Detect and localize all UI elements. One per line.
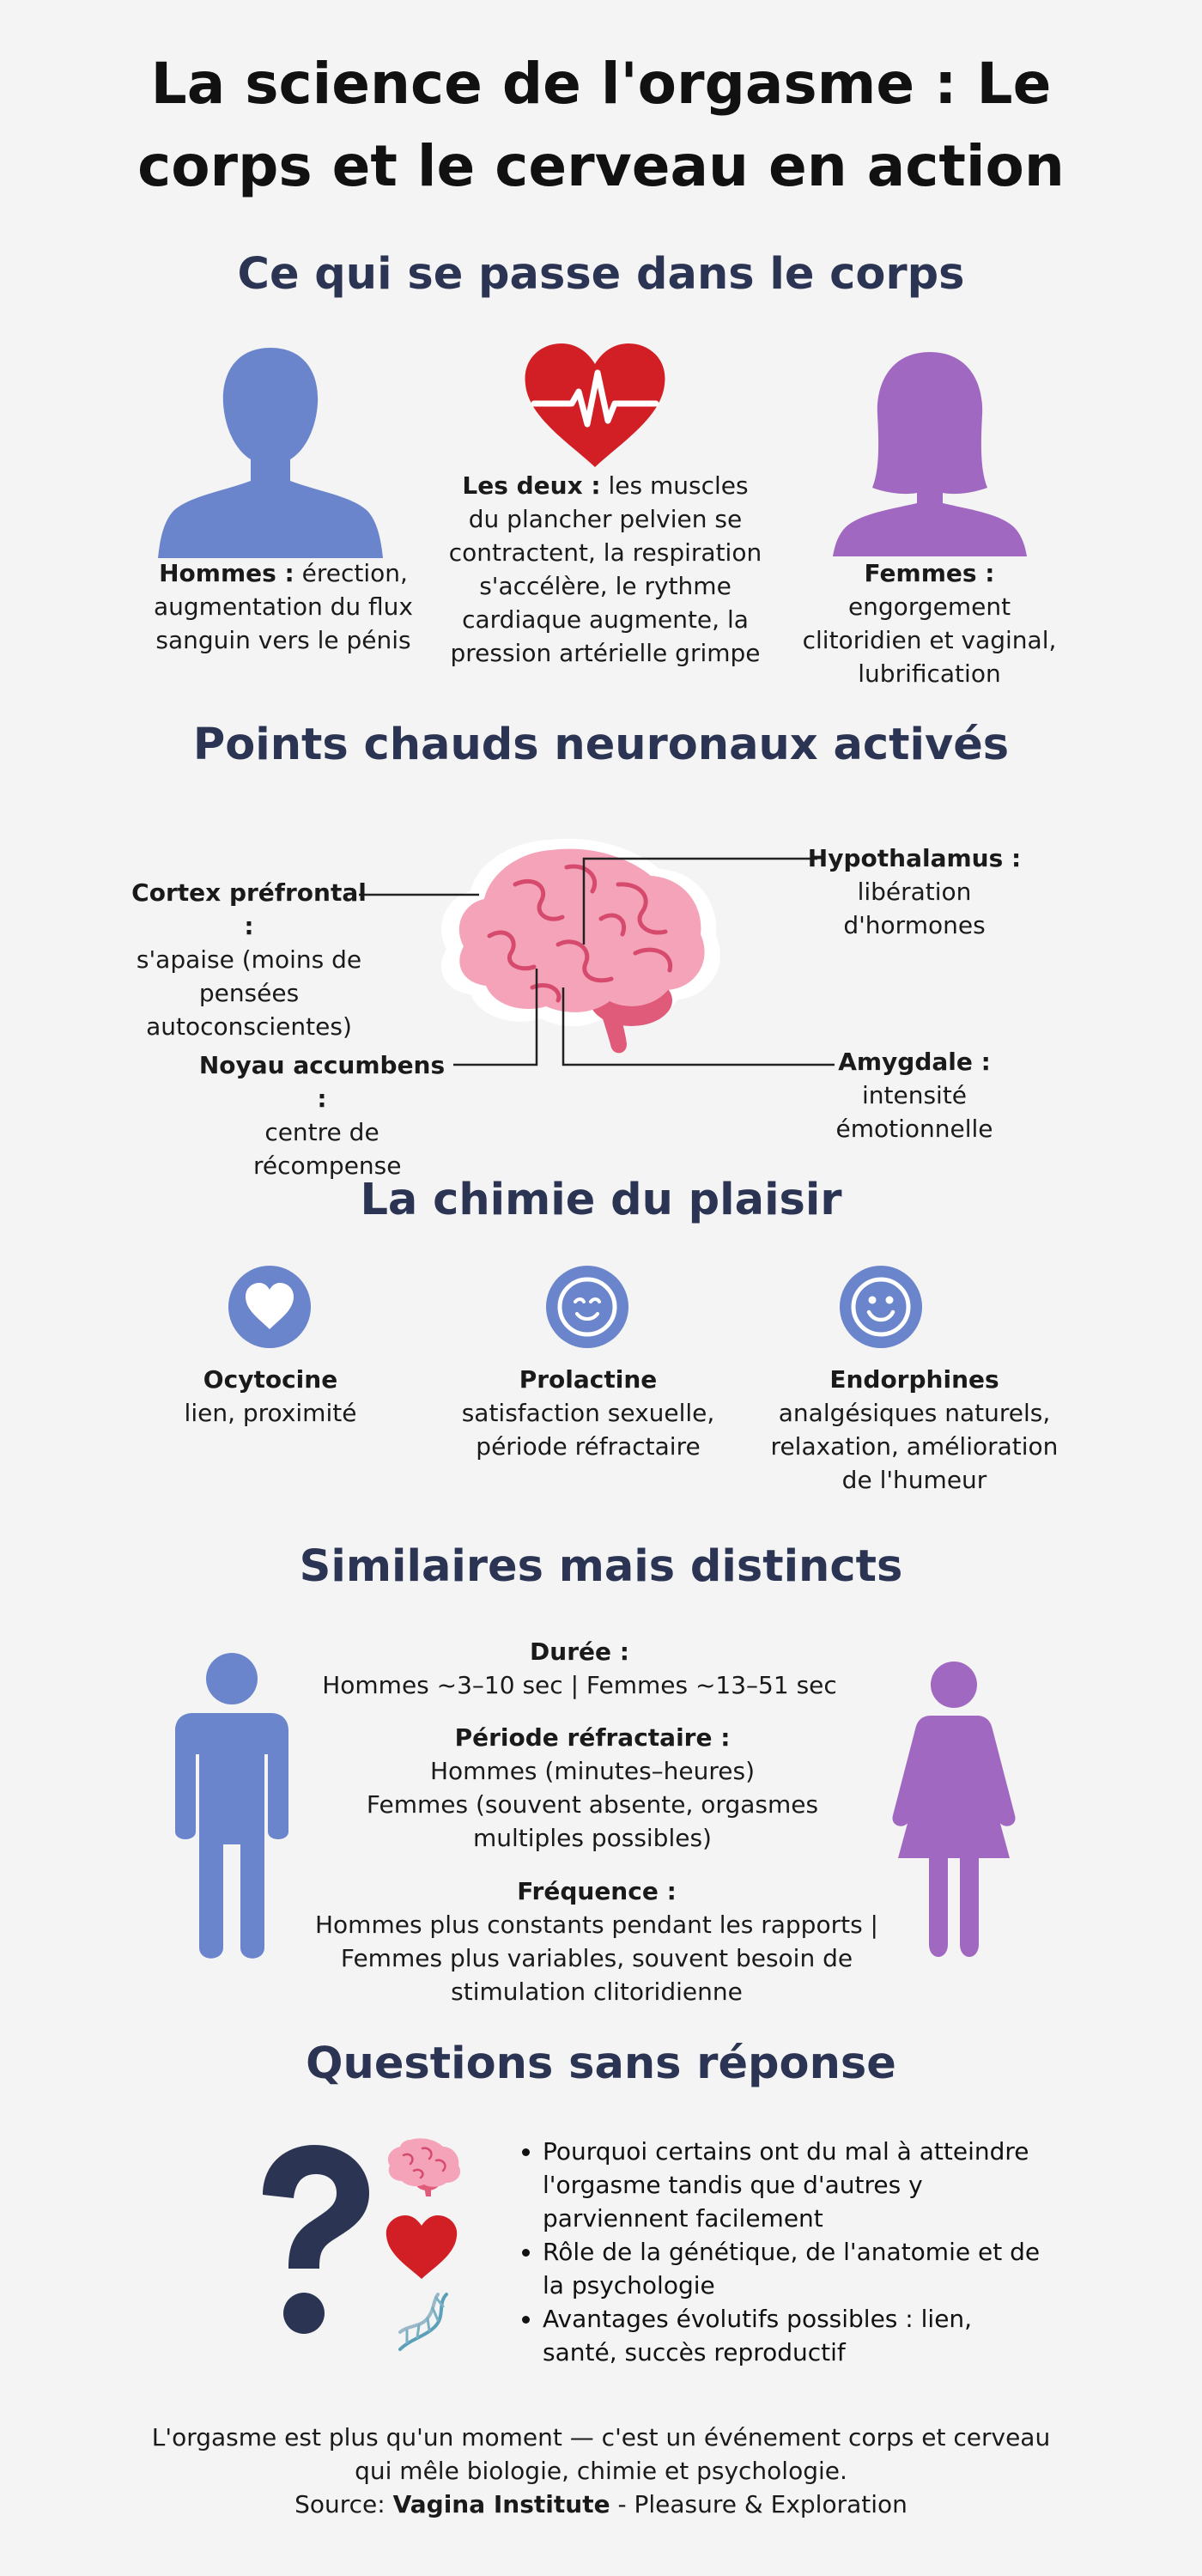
question-mark-icon <box>246 2142 374 2339</box>
prefrontal-label: Cortex préfrontal : <box>131 878 367 940</box>
refractory-men: Hommes (minutes–heures) <box>429 1757 756 1785</box>
frequency-text: Hommes plus constants pendant les rapports | Femmes plus variables, souvent besoin de stimulation clitoridienne <box>314 1911 878 2006</box>
mini-heart-icon <box>385 2214 458 2281</box>
men-text: érection, augmentation du flux sanguin vers le pénis <box>154 559 413 654</box>
list-item: • Rôle de la génétique, de l'anatomie et de la psychologie <box>543 2235 1044 2302</box>
source-suffix: - Pleasure & Exploration <box>617 2490 908 2518</box>
source-name: Vagina Institute <box>392 2490 610 2518</box>
oxytocin-text: lien, proximité <box>184 1399 357 1427</box>
duration-block <box>318 1635 841 1702</box>
accumbens-text: centre de récompense <box>253 1118 402 1180</box>
dna-icon <box>393 2291 453 2353</box>
women-body-description <box>794 556 1065 690</box>
amygdala-text: intensité émotionnelle <box>835 1081 993 1143</box>
prefrontal-cortex-label <box>129 876 369 1043</box>
section-title-chemistry: La chimie du plaisir <box>360 1175 842 1225</box>
section-title-compare: Similaires mais distincts <box>299 1541 903 1592</box>
hypothalamus-label <box>807 841 1022 942</box>
footer-source <box>146 2488 1056 2521</box>
hypothalamus-title: Hypothalamus : <box>807 844 1022 872</box>
prefrontal-text: s'apaise (moins de pensées autoconscientes) <box>136 945 362 1041</box>
refractory-label: Période réfractaire : <box>454 1723 731 1752</box>
heartbeat-heart-icon <box>522 342 668 469</box>
men-body-description <box>146 556 421 657</box>
women-label: Femmes : <box>864 559 995 587</box>
heart-icon <box>227 1264 313 1350</box>
questions-list <box>512 2135 1044 2369</box>
both-text: les muscles du plancher pelvien se contractent, la respiration s'accélère, le rythme cardiaque augmente, la pression artérielle grimpe <box>448 471 762 667</box>
female-figure-icon <box>889 1661 1018 1961</box>
amygdala-label <box>816 1045 1013 1145</box>
oxytocin-item <box>155 1363 386 1430</box>
men-label: Hommes : <box>159 559 294 587</box>
endorphins-text: analgésiques naturels, relaxation, amélioration de l'humeur <box>770 1399 1059 1494</box>
prolactin-item <box>451 1363 725 1463</box>
both-body-description <box>446 469 764 670</box>
frequency-label: Fréquence : <box>517 1877 677 1905</box>
endorphins-item <box>768 1363 1060 1497</box>
amygdala-title: Amygdale : <box>838 1048 991 1076</box>
oxytocin-name: Ocytocine <box>203 1365 338 1394</box>
content-face-icon <box>544 1264 630 1350</box>
refractory-women: Femmes (souvent absente, orgasmes multiples possibles) <box>366 1790 819 1852</box>
duration-text: Hommes ~3–10 sec | Femmes ~13–51 sec <box>322 1671 837 1699</box>
list-item: • Avantages évolutifs possibles : lien, santé, succès reproductif <box>543 2302 1044 2369</box>
duration-label: Durée : <box>530 1637 629 1666</box>
section-title-neuro: Points chauds neuronaux activés <box>192 720 1010 770</box>
accumbens-title: Noyau accumbens : <box>198 1051 446 1113</box>
both-label: Les deux : <box>462 471 601 500</box>
prolactin-text: satisfaction sexuelle, période réfractaire <box>461 1399 715 1461</box>
footer-statement: L'orgasme est plus qu'un moment — c'est un événement corps et cerveau qui mêle biologie, chimie et psychologie. <box>151 2423 1051 2485</box>
nucleus-accumbens-label <box>193 1048 451 1182</box>
women-text: engorgement clitoridien et vaginal, lubrification <box>802 592 1057 688</box>
hypothalamus-text: libération d'hormones <box>843 878 986 939</box>
page-title: La science de l'orgasme : Le corps et le cerveau en action <box>137 51 1065 199</box>
refractory-block <box>361 1721 824 1855</box>
source-prefix: Source: <box>294 2490 385 2518</box>
male-figure-icon <box>172 1651 292 1960</box>
mini-brain-icon <box>385 2135 462 2196</box>
smiley-face-icon <box>838 1264 924 1350</box>
section-title-questions: Questions sans réponse <box>306 2038 896 2089</box>
female-silhouette-icon <box>831 350 1029 556</box>
endorphins-name: Endorphines <box>829 1365 999 1394</box>
section-title-body: Ce qui se passe dans le corps <box>237 249 965 300</box>
male-silhouette-icon <box>155 343 386 558</box>
list-item: • Pourquoi certains ont du mal à atteindre l'orgasme tandis que d'autres y parviennent facilement <box>543 2135 1044 2235</box>
prolactin-name: Prolactine <box>519 1365 658 1394</box>
frequency-block <box>313 1874 880 2008</box>
